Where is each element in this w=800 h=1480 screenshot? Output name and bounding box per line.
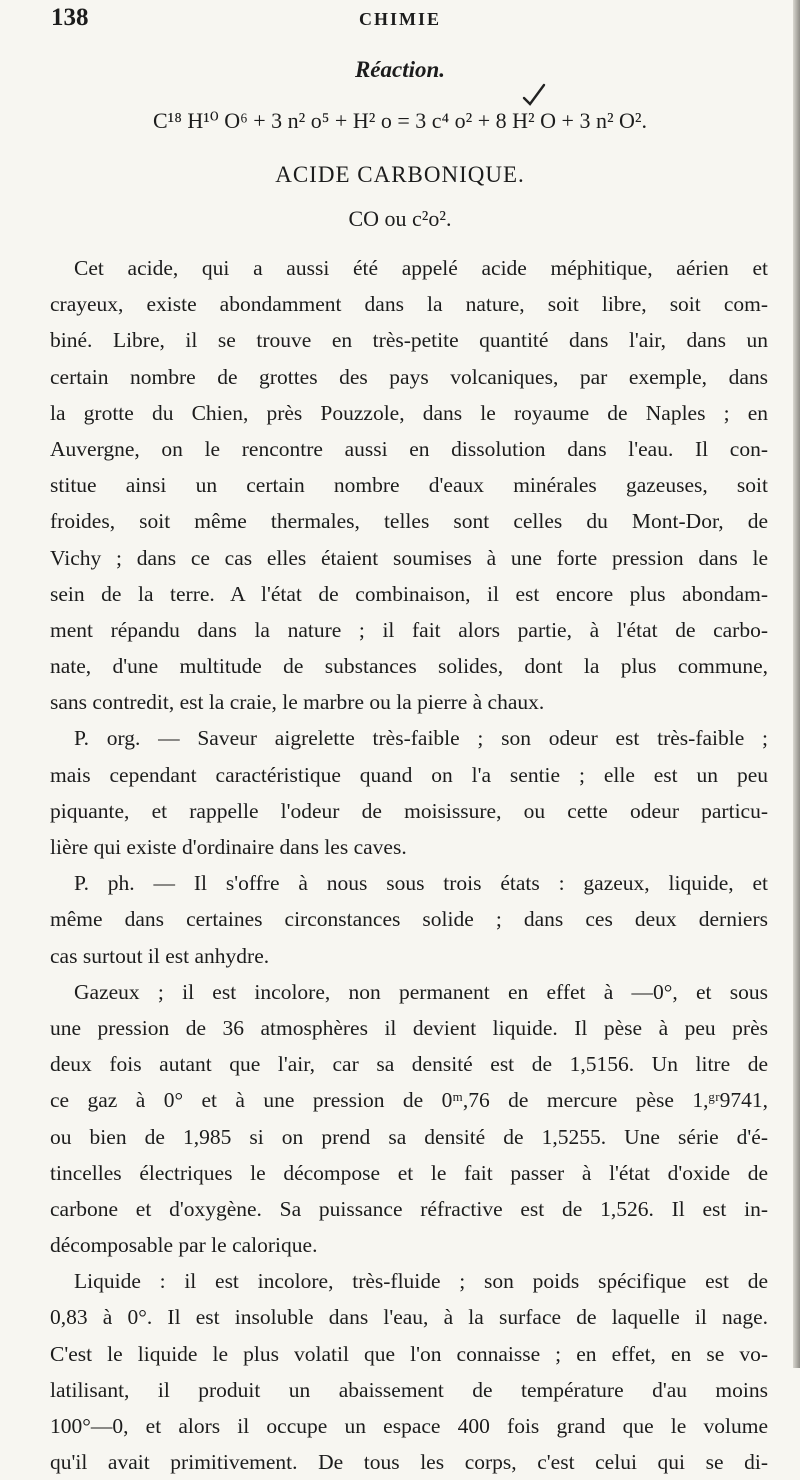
text-line: biné. Libre, il se trouve en très-petite quantité dans l'air, dans un (50, 328, 768, 353)
text-line: 0,83 à 0°. Il est insoluble dans l'eau, à la surface de laquelle il nage. (50, 1305, 768, 1330)
text-line: ou bien de 1,985 si on prend sa densité de 1,5255. Une série d'é- (50, 1124, 768, 1149)
text-line: P. org. — Saveur aigrelette très-faible ; son odeur est très-faible ; (74, 726, 768, 751)
text-line: Gazeux ; il est incolore, non permanent en effet à —0°, et sous (74, 979, 768, 1004)
page-number: 138 (51, 4, 89, 31)
text-line: Cet acide, qui a aussi été appelé acide méphitique, aérien et (74, 256, 768, 280)
text-line: Vichy ; dans ce cas elles étaient soumises à une forte pression dans le (50, 545, 768, 570)
text-line: latilisant, il produit un abaissement de température d'au moins (50, 1377, 768, 1402)
text-line: même dans certaines circonstances solide ; dans ces deux derniers (50, 907, 768, 932)
text-line: piquante, et rappelle l'odeur de moisissure, ou cette odeur particu- (50, 798, 768, 823)
text-line: stitue ainsi un certain nombre d'eaux minérales gazeuses, soit (50, 473, 768, 498)
text-line: ce gaz à 0° et à une pression de 0ᵐ,76 de mercure pèse 1,ᵍʳ9741, (50, 1088, 768, 1113)
subsection-title: ACIDE CARBONIQUE. (275, 162, 525, 187)
body-text (50, 250, 768, 1480)
chemical-formula: CO ou c²o². (348, 206, 452, 231)
text-line: P. ph. — Il s'offre à nous sous trois états : gazeux, liquide, et (74, 871, 768, 896)
text-line: décomposable par le calorique. (50, 1233, 318, 1258)
text-line: crayeux, existe abondamment dans la nature, soit libre, soit com- (50, 292, 768, 317)
text-line: la grotte du Chien, près Pouzzole, dans le royaume de Naples ; en (50, 400, 768, 425)
text-line: lière qui existe d'ordinaire dans les caves. (50, 835, 407, 859)
text-line: nate, d'une multitude de substances solides, dont la plus commune, (50, 654, 768, 679)
section-title: Réaction. (354, 57, 446, 82)
text-line: froides, soit même thermales, telles sont celles du Mont-Dor, de (50, 509, 768, 534)
reaction-equation: C¹⁸ H¹⁰ O⁶ + 3 n² o⁵ + H² o = 3 c⁴ o² + 8 H² O + 3 n² O². (152, 108, 648, 133)
text-line: ment répandu dans la nature ; il fait alors partie, à l'état de carbo- (50, 617, 768, 642)
handwritten-check-mark (521, 82, 547, 106)
text-line: Auvergne, on le rencontre aussi en dissolution dans l'eau. Il con- (50, 436, 768, 461)
text-line: deux fois autant que l'air, car sa densité est de 1,5156. Un litre de (50, 1052, 768, 1077)
text-line: cas surtout il est anhydre. (50, 943, 270, 968)
text-line: mais cependant caractéristique quand on l'a sentie ; elle est un peu (50, 762, 768, 787)
text-line: tincelles électriques le décompose et le fait passer à l'état d'oxide de (50, 1160, 768, 1185)
page-header (0, 4, 800, 40)
text-line: Liquide : il est incolore, très-fluide ; son poids spécifique est de (74, 1269, 768, 1294)
text-line: sein de la terre. A l'état de combinaison, il est encore plus abondam- (50, 581, 768, 606)
text-line: carbone et d'oxygène. Sa puissance réfractive est de 1,526. Il est in- (50, 1196, 768, 1221)
text-line: une pression de 36 atmosphères il devient liquide. Il pèse à peu près (50, 1015, 768, 1040)
text-line: C'est le liquide le plus volatil que l'on connaisse ; en effet, en se vo- (50, 1341, 768, 1366)
running-head: CHIMIE (358, 9, 441, 29)
text-line: 100°—0, et alors il occupe un espace 400 fois grand que le volume (50, 1414, 768, 1438)
text-line: sans contredit, est la craie, le marbre ou la pierre à chaux. (50, 690, 545, 715)
text-line: certain nombre de grottes des pays volcaniques, par exemple, dans (50, 364, 768, 389)
text-line: qu'il avait primitivement. De tous les corps, c'est celui qui se di- (50, 1450, 768, 1475)
